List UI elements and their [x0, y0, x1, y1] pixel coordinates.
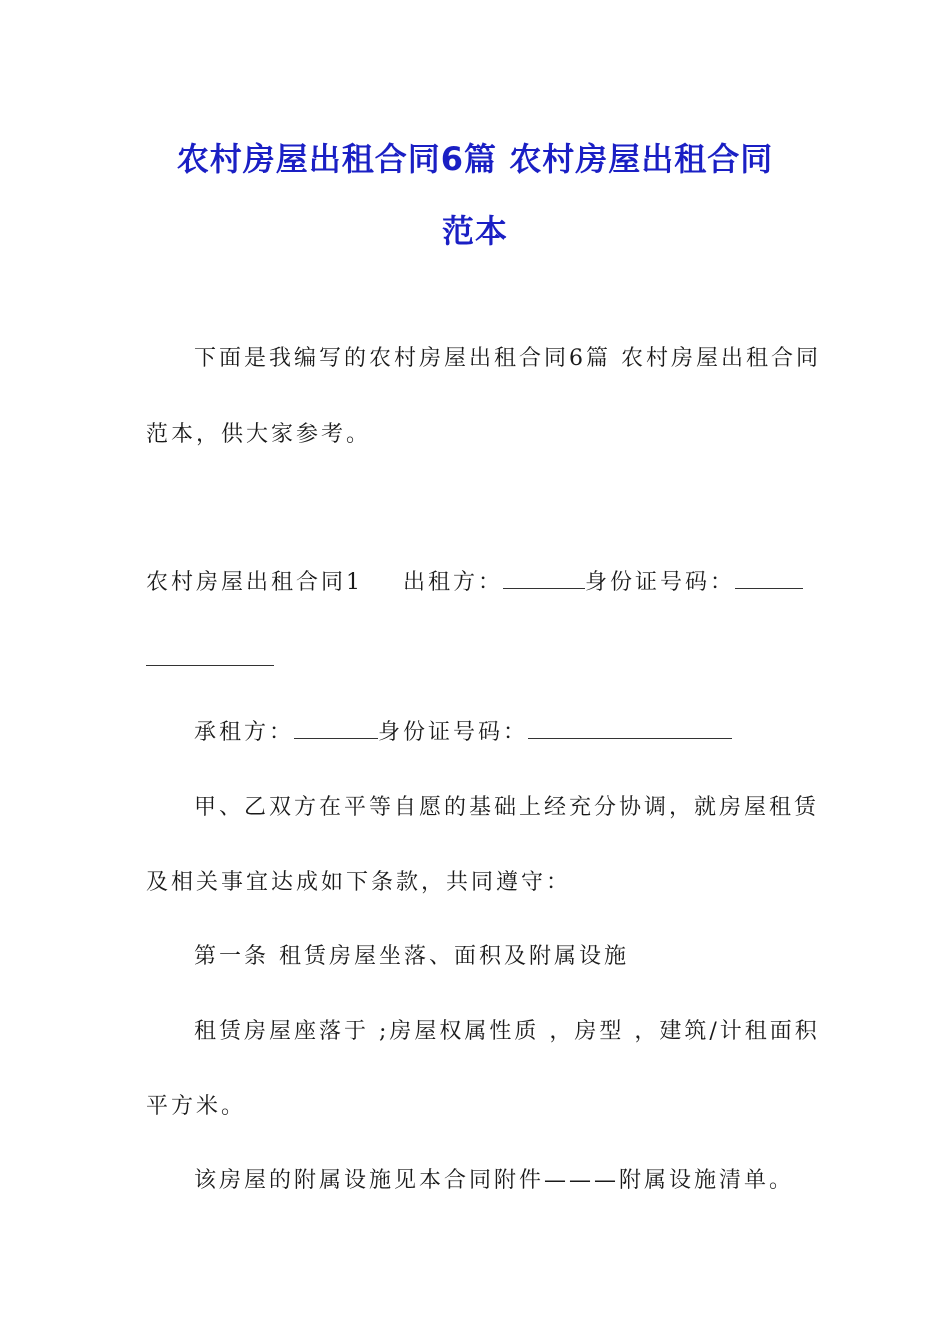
- lessee-blank: [294, 718, 378, 739]
- lessor-blank: [503, 568, 585, 589]
- lessor-id-label: 身份证号码：: [585, 570, 736, 595]
- intro-line-1: 下面是我编写的农村房屋出租合同6篇 农村房屋出租合同: [194, 346, 821, 371]
- document-title-line-2: 范本: [441, 212, 508, 250]
- lessor-label: 出租方：: [403, 570, 504, 595]
- lessor-id-blank-continued: [146, 665, 274, 666]
- para1-line-2: 及相关事宜达成如下条款，共同遵守：: [146, 870, 572, 895]
- lessee-label: 承租方：: [194, 720, 295, 745]
- lessee-id-label: 身份证号码：: [378, 720, 529, 745]
- lessee-id-blank: [528, 718, 732, 739]
- article1-line-1: 租赁房屋座落于 ;房屋权属性质 ，房型 ，建筑/计租面积: [194, 1019, 820, 1044]
- article1-line-3: 该房屋的附属设施见本合同附件———附属设施清单。: [194, 1168, 795, 1193]
- lessee-row: [194, 718, 732, 748]
- document-title-line-1: 农村房屋出租合同6篇 农村房屋出租合同: [176, 140, 774, 178]
- contract-heading-row: [146, 568, 803, 598]
- lessor-id-blank: [735, 568, 803, 589]
- contract-heading: 农村房屋出租合同1: [146, 570, 363, 595]
- para1-line-1: 甲、乙双方在平等自愿的基础上经充分协调，就房屋租赁: [194, 795, 820, 820]
- article1-title: 第一条 租赁房屋坐落、面积及附属设施: [194, 944, 629, 969]
- intro-line-2: 范本，供大家参考。: [146, 422, 372, 447]
- article1-line-2: 平方米。: [146, 1094, 247, 1119]
